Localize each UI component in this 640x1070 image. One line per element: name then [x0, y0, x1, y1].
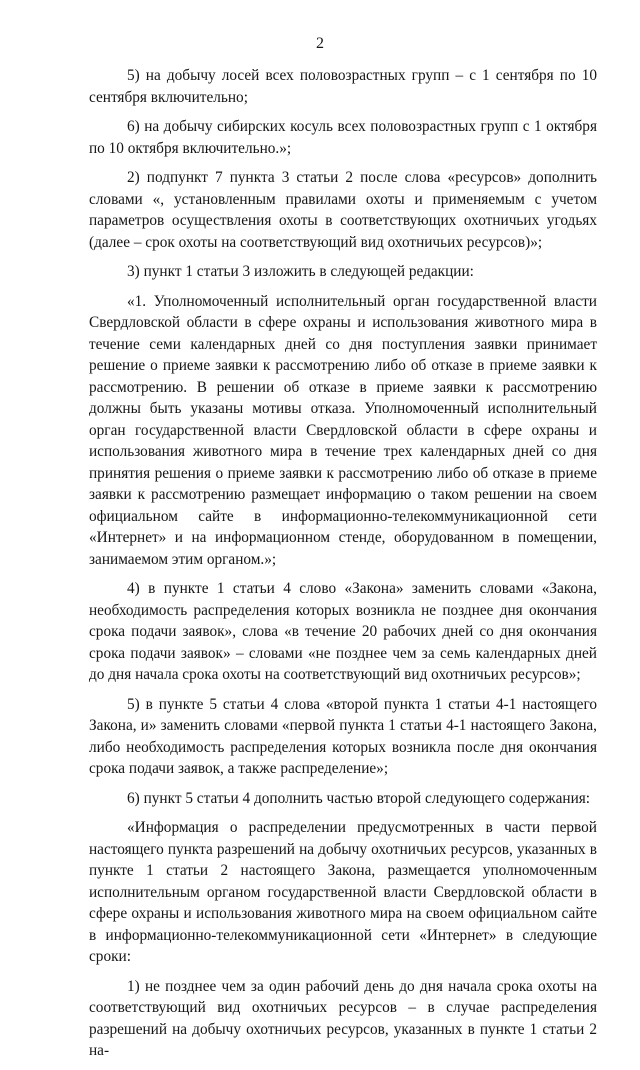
- paragraph-information-text: «Информация о распределении предусмотренных в части первой настоящего пункта разрешений на добычу охотничьих ресурсов, указанных в пункте 1 статьи 2 настоящего Закона, размещается уполномоченным исполнительным органом государственной власти Свердловской области в сфере охраны и использования животного мира на своем официальном сайте в информационно-телекоммуникационной сети «Интернет» в следующие сроки:: [89, 819, 597, 965]
- paragraph-deadline-item-1: 1) не позднее чем за один рабочий день до дня начала срока охоты на соответствующий вид охотничьих ресурсов – в случае распределения разрешений на добычу охотничьих ресурсов, указанных в пункте 1 статьи 2 на-: [89, 977, 597, 1059]
- paragraph-amendment-4: 4) в пункте 1 статьи 4 слово «Закона» заменить словами «Закона, необходимость распределения которых возникла не позднее дня окончания срока подачи заявок», слова «в течение 20 рабочих дней со дня окончания срока подачи заявок» – словами «не позднее чем за семь календарных дней до дня начала срока охоты на соответствующий вид охотничьих ресурсов»;: [89, 580, 597, 683]
- paragraph-amendment-5: 5) в пункте 5 статьи 4 слова «второй пункта 1 статьи 4-1 настоящего Закона, и» заменить словами «первой пункта 1 статьи 4-1 настоящего Закона, либо необходимость распределения которых возникла после дня окончания срока подачи заявок, а также распределение»;: [89, 695, 597, 777]
- page-number: 2: [316, 35, 324, 52]
- paragraph-amendment-2: 2) подпункт 7 пункта 3 статьи 2 после слова «ресурсов» дополнить словами «, установленным правилами охоты и применяемым с учетом параметров осуществления охоты в соответствующих охотничьих угодьях (далее – срок охоты на соответствующий вид охотничьих ресурсов)»;: [89, 169, 597, 251]
- paragraph-item-6-roe-deer: 6) на добычу сибирских косуль всех половозрастных групп с 1 октября по 10 октября включительно.»;: [89, 118, 597, 157]
- paragraph-amendment-6: 6) пункт 5 статьи 4 дополнить частью второй следующего содержания:: [127, 789, 591, 807]
- paragraph-item-5-elk: 5) на добычу лосей всех половозрастных групп – с 1 сентября по 10 сентября включительно;: [89, 67, 597, 106]
- paragraph-article-3-text: «1. Уполномоченный исполнительный орган государственной власти Свердловской области в сфере охраны и использования животного мира в течение семи календарных дней со дня поступления заявки принимает решение о приеме заявки к рассмотрению либо об отказе в приеме заявки к рассмотрению. В решении об отказе в приеме заявки к рассмотрению должны быть указаны мотивы отказа. Уполномоченный исполнительный орган государственной власти Свердловской области в сфере охраны и использования животного мира в течение трех календарных дней со дня принятия решения о приеме заявки к рассмотрению либо об отказе в приеме заявки к рассмотрению размещает информацию о таком решении на своем официальном сайте в информационно-телекоммуникационной сети «Интернет» и на информационном стенде, оборудованном в помещении, занимаемом этим органом.»;: [89, 292, 597, 568]
- document-body: [89, 65, 597, 1070]
- paragraph-amendment-3: 3) пункт 1 статьи 3 изложить в следующей редакции:: [127, 263, 474, 280]
